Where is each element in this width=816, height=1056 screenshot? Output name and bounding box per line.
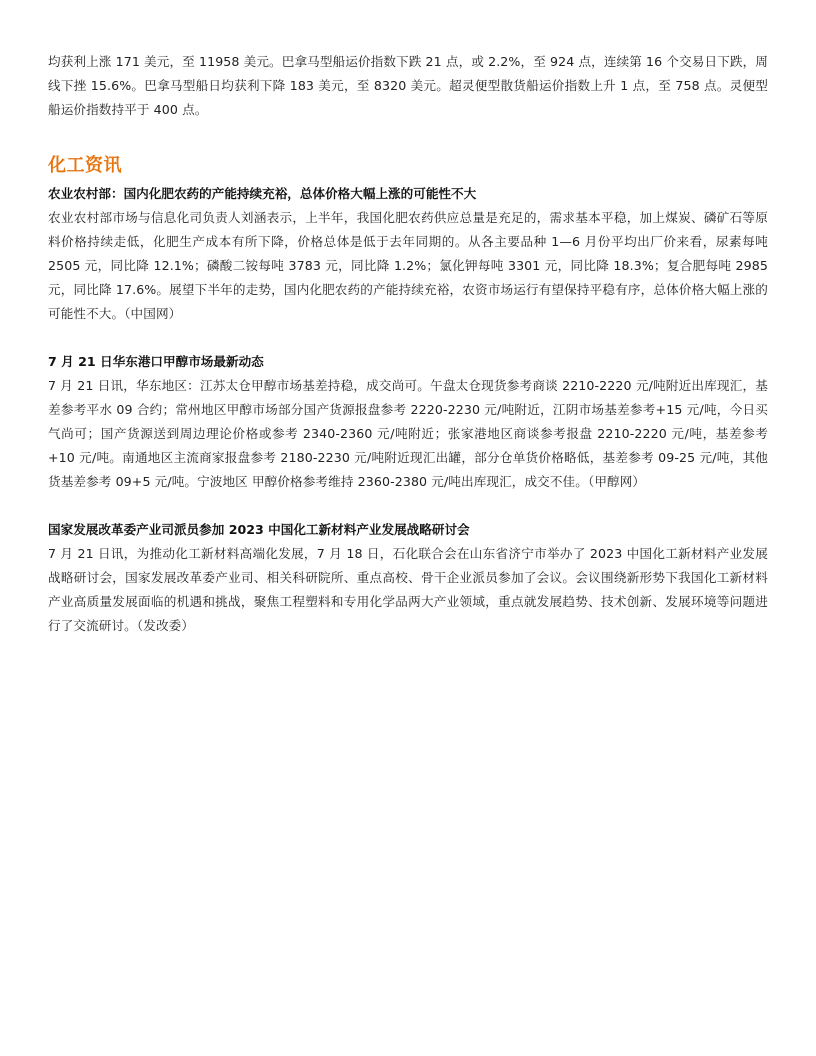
article-1 <box>48 182 768 326</box>
article-1-body: 农业农村部市场与信息化司负责人刘涵表示，上半年，我国化肥农药供应总量是充足的，需求基本平稳，加上煤炭、磷矿石等原料价格持续走低，化肥生产成本有所下降，价格总体是低于去年同期的。从各主要品种 1—6 月份平均出厂价来看，尿素每吨 2505 元，同比降 12.1%；磷酸二铵每吨 3783 元，同比降 1.2%；氯化钾每吨 3301 元，同比降 18.3%；复合肥每吨 2985 元，同比降 17.6%。展望下半年的走势，国内化肥农药的产能持续充裕，农资市场运行有望保持平稳有序，总体价格大幅上涨的可能性不大。（中国网） <box>48 210 768 321</box>
article-2-body: 7 月 21 日讯，华东地区：江苏太仓甲醇市场基差持稳，成交尚可。午盘太仓现货参考商谈 2210-2220 元/吨附近出库现汇，基差参考平水 09 合约；常州地区甲醇市场部分国产货源报盘参考 2220-2230 元/吨附近，江阴市场基差参考+15 元/吨，今日买气尚可；国产货源送到周边理论价格或参考 2340-2360 元/吨附近；张家港地区商谈参考报盘 2210-2220 元/吨，基差参考+10 元/吨。南通地区主流商家报盘参考 2180-2230 元/吨附近现汇出罐，部分仓单货价格略低，基差参考 09-25 元/吨，其他货基差参考 09+5 元/吨。宁波地区 甲醇价格参考维持 2360-2380 元/吨出库现汇，成交不佳。（甲醇网） <box>48 378 768 489</box>
article-1-title: 农业农村部：国内化肥农药的产能持续充裕，总体价格大幅上涨的可能性不大 <box>48 186 477 201</box>
document-page <box>48 50 768 662</box>
article-2 <box>48 350 768 494</box>
intro-paragraph: 均获利上涨 171 美元，至 11958 美元。巴拿马型船运价指数下跌 21 点，或 2.2%，至 924 点，连续第 16 个交易日下跌，周线下挫 15.6%。巴拿马型船日均获利下降 183 美元，至 8320 美元。超灵便型散货船运价指数上升 1 点，至 758 点。灵便型船运价指数持平于 400 点。 <box>48 54 768 117</box>
article-3-body: 7 月 21 日讯，为推动化工新材料高端化发展，7 月 18 日，石化联合会在山东省济宁市举办了 2023 中国化工新材料产业发展战略研讨会，国家发展改革委产业司、相关科研院所、重点高校、骨干企业派员参加了会议。会议围绕新形势下我国化工新材料产业高质量发展面临的机遇和挑战，聚焦工程塑料和专用化学品两大产业领域，重点就发展趋势、技术创新、发展环境等问题进行了交流研讨。（发改委） <box>48 546 768 633</box>
section-title: 化工资讯 <box>48 155 122 176</box>
article-3-title: 国家发展改革委产业司派员参加 2023 中国化工新材料产业发展战略研讨会 <box>48 522 470 537</box>
article-2-title: 7 月 21 日华东港口甲醇市场最新动态 <box>48 354 264 369</box>
article-3 <box>48 518 768 638</box>
